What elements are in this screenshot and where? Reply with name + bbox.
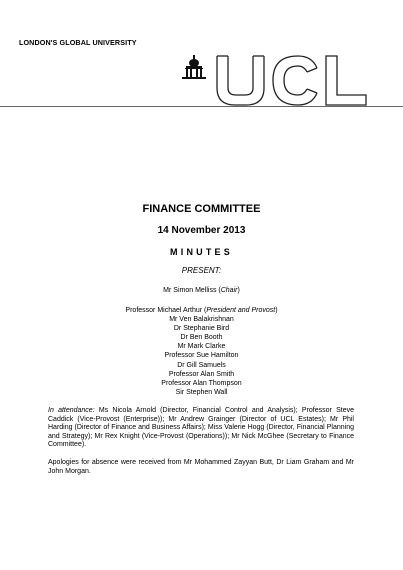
member-name: Professor Michael Arthur ( (125, 307, 207, 314)
attendance-text: Ms Nicola Arnold (Director, Financial Control and Analysis); Professor Steve Caddick (Vice-Provost (Enterprise)); Mr Andrew Grainger (Director of UCL Estates); Mr Phil Harding (Director of Finance and Business Affairs); Miss Valerie Hogg (Director, Financial Planning and Strategy); Mr Rex Knight (Vice-Provost (Operations)); Mr Nick McGhee (Secretary to Finance Committee). (48, 407, 354, 449)
member-item: Mr Mark Clarke (177, 343, 226, 351)
university-tagline: LONDON'S GLOBAL UNIVERSITY (19, 38, 137, 47)
member-item: Dr Ben Booth (180, 334, 223, 342)
member-item: Professor Alan Thompson (161, 379, 242, 387)
chair-line (0, 287, 403, 294)
attendance-paragraph (48, 407, 354, 450)
meeting-date: 14 November 2013 (157, 225, 246, 236)
portico-dome-icon (182, 55, 206, 79)
member-role-close: ) (275, 307, 278, 314)
member-item: Professor Sue Hamilton (164, 352, 239, 360)
member-item (0, 306, 403, 315)
chair-name: Mr Simon Melliss ( (163, 287, 221, 294)
member-role: President and Provost (206, 307, 276, 314)
members-list (0, 306, 403, 397)
ucl-logo (180, 52, 370, 108)
minutes-heading: MINUTES (170, 247, 233, 257)
member-item: Dr Gill Samuels (177, 361, 226, 369)
ucl-logo-graphic (180, 52, 370, 108)
present-label: PRESENT: (181, 266, 222, 275)
apologies-paragraph: Apologies for absence were received from Mr Mohammed Zayyan Butt, Dr Liam Graham and Mr John Morgan. (48, 459, 354, 475)
member-item: Professor Alan Smith (168, 370, 235, 378)
chair-role: Chair (220, 287, 238, 294)
committee-title: FINANCE COMMITTEE (142, 203, 261, 215)
chair-close: ) (237, 287, 240, 294)
member-item: Mr Ven Balakrishnan (169, 316, 234, 324)
member-item: Dr Stephanie Bird (173, 325, 230, 333)
member-item: Sir Stephen Wall (175, 388, 228, 396)
attendance-label: In attendance: (48, 407, 95, 414)
